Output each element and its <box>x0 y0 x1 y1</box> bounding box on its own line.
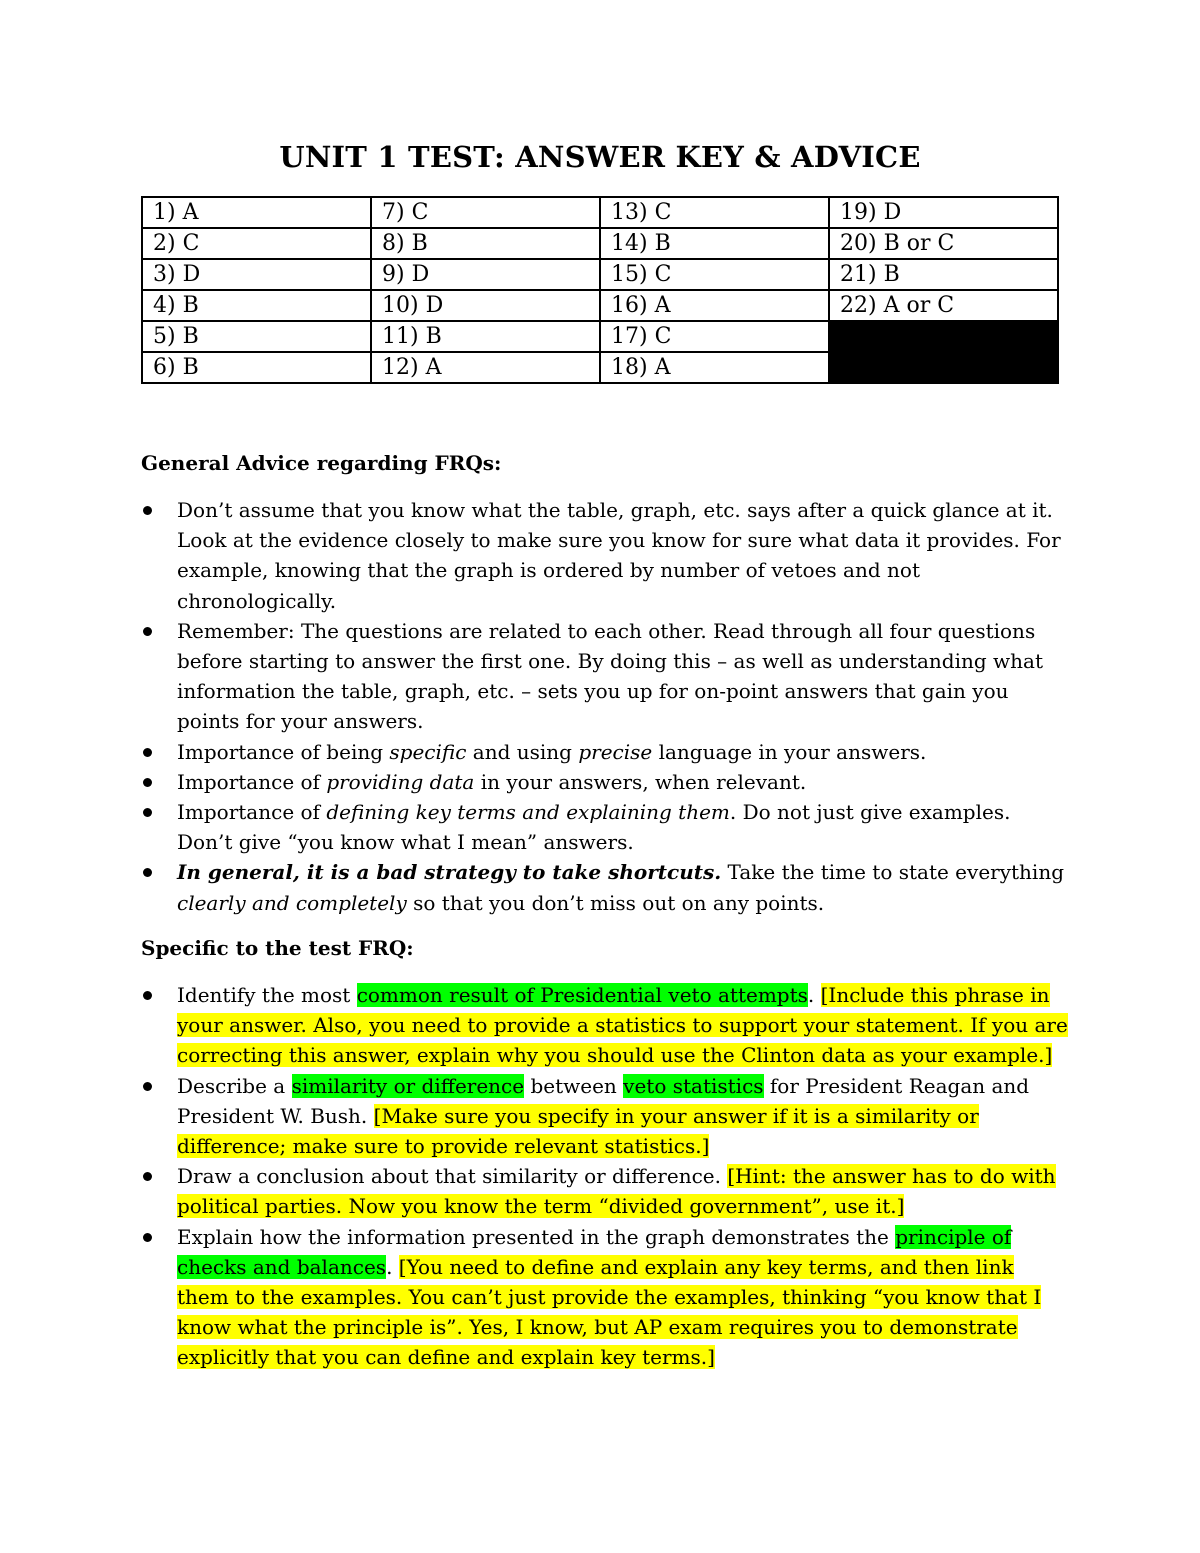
answer-cell: 4) B <box>142 290 371 321</box>
answer-cell: 6) B <box>142 352 371 383</box>
list-item <box>141 767 1071 797</box>
table-row <box>142 228 1058 259</box>
bullet-emphasis: clearly and completely <box>177 890 407 915</box>
bullet-emphasis: defining key terms and explaining them <box>326 800 730 825</box>
answer-cell: 1) A <box>142 197 371 228</box>
bullet-text: Don’t assume that you know what the table, graph, etc. says after a quick glance at it. Look at the evidence closely to make sure you know for sure what data it provides. For example, knowing that the graph is ordered by number of vetoes and not chronologically. <box>177 498 1061 613</box>
yellow-highlight: [Hint: the answer has to do with political parties. Now you know the term “divided government”, use it.] <box>177 1164 1056 1219</box>
bullet-text: Importance of <box>177 800 327 825</box>
answer-cell: 13) C <box>600 197 829 228</box>
bullet-text: . <box>386 1254 399 1279</box>
green-highlight: common result of Presidential veto attempts <box>356 983 808 1007</box>
answer-cell: 3) D <box>142 259 371 290</box>
answer-cell: 17) C <box>600 321 829 352</box>
general-advice-section <box>141 448 1071 918</box>
answer-cell: 9) D <box>371 259 600 290</box>
general-advice-list <box>141 495 1071 918</box>
bullet-emphasis: specific <box>389 739 467 764</box>
green-highlight: principle of checks and balances <box>177 1224 1012 1279</box>
list-item <box>141 737 1071 767</box>
bullet-text: for President Reagan and President W. Bush. <box>177 1073 1030 1128</box>
list-item <box>141 1071 1071 1162</box>
answer-cell: 21) B <box>829 259 1058 290</box>
bullet-text: so that you don’t miss out on any points. <box>406 890 825 915</box>
table-row <box>142 290 1058 321</box>
page-title: UNIT 1 TEST: ANSWER KEY & ADVICE <box>279 140 921 174</box>
yellow-highlight: [Make sure you specify in your answer if it is a similarity or difference; make sure to provide relevant statistics.] <box>177 1103 979 1159</box>
bullet-text: Describe a <box>177 1073 292 1098</box>
answer-cell: 16) A <box>600 290 829 321</box>
answer-cell: 15) C <box>600 259 829 290</box>
answer-cell: 10) D <box>371 290 600 321</box>
bullet-text: in your answers, when relevant. <box>474 769 807 794</box>
blackout-cell <box>829 321 1058 383</box>
bullet-text: Take the time to state everything <box>721 860 1065 885</box>
specific-frq-list <box>141 980 1071 1373</box>
bullet-text: Identify the most <box>177 983 357 1007</box>
answer-cell: 22) A or C <box>829 290 1058 321</box>
list-item <box>141 857 1071 917</box>
answer-cell: 12) A <box>371 352 600 383</box>
table-row <box>142 197 1058 228</box>
list-item <box>141 616 1071 737</box>
yellow-highlight: [Include this phrase in your answer. Also, you need to provide a statistics to support your statement. If you are correcting this answer, explain why you should use the Clinton data as your example.] <box>177 983 1068 1068</box>
list-item <box>141 495 1071 616</box>
bullet-text: and using <box>466 739 579 764</box>
answer-cell: 8) B <box>371 228 600 259</box>
green-highlight: veto statistics <box>623 1073 764 1098</box>
green-highlight: similarity or difference <box>291 1073 525 1098</box>
bullet-emphasis: precise <box>578 739 653 764</box>
answer-cell: 18) A <box>600 352 829 383</box>
list-item <box>141 797 1071 857</box>
answer-cell: 2) C <box>142 228 371 259</box>
bullet-text: Importance of <box>177 769 327 794</box>
bullet-text: . Do not just give examples. Don’t give “you know what I mean” answers. <box>177 800 1011 855</box>
section-heading: Specific to the test FRQ: <box>141 936 414 960</box>
answer-cell: 14) B <box>600 228 829 259</box>
bullet-text: language in your answers. <box>652 739 927 764</box>
bullet-text: Explain how the information presented in the graph demonstrates the <box>177 1224 896 1249</box>
answer-cell: 19) D <box>829 197 1058 228</box>
section-heading: General Advice regarding FRQs: <box>141 451 502 475</box>
list-item <box>141 1161 1071 1221</box>
bullet-text: Importance of being <box>177 739 390 764</box>
answer-cell: 5) B <box>142 321 371 352</box>
yellow-highlight: [You need to define and explain any key terms, and then link them to the examples. You can’t just provide the examples, thinking “you know that I know what the principle is”. Yes, I know, but AP exam requires you to demonstrate explicitly that you can define and explain key terms.] <box>177 1254 1042 1370</box>
answer-key-table <box>141 196 1059 384</box>
list-item <box>141 1222 1071 1373</box>
bullet-text: Remember: The questions are related to each other. Read through all four questions before starting to answer the first one. By doing this – as well as understanding what information the table, graph, etc. – sets you up for on-point answers that gain you points for your answers. <box>177 618 1044 734</box>
bullet-strong-emphasis: In general, it is a bad strategy to take shortcuts. <box>177 860 722 885</box>
bullet-emphasis: providing data <box>326 769 475 794</box>
bullet-text: . <box>807 983 821 1007</box>
answer-cell: 20) B or C <box>829 228 1058 259</box>
table-row <box>142 321 1058 352</box>
table-row <box>142 259 1058 290</box>
bullet-text: Draw a conclusion about that similarity or difference. <box>177 1164 728 1189</box>
bullet-text: between <box>524 1073 624 1098</box>
specific-frq-section <box>141 933 1071 1373</box>
list-item <box>141 980 1071 1071</box>
answer-cell: 7) C <box>371 197 600 228</box>
answer-cell: 11) B <box>371 321 600 352</box>
